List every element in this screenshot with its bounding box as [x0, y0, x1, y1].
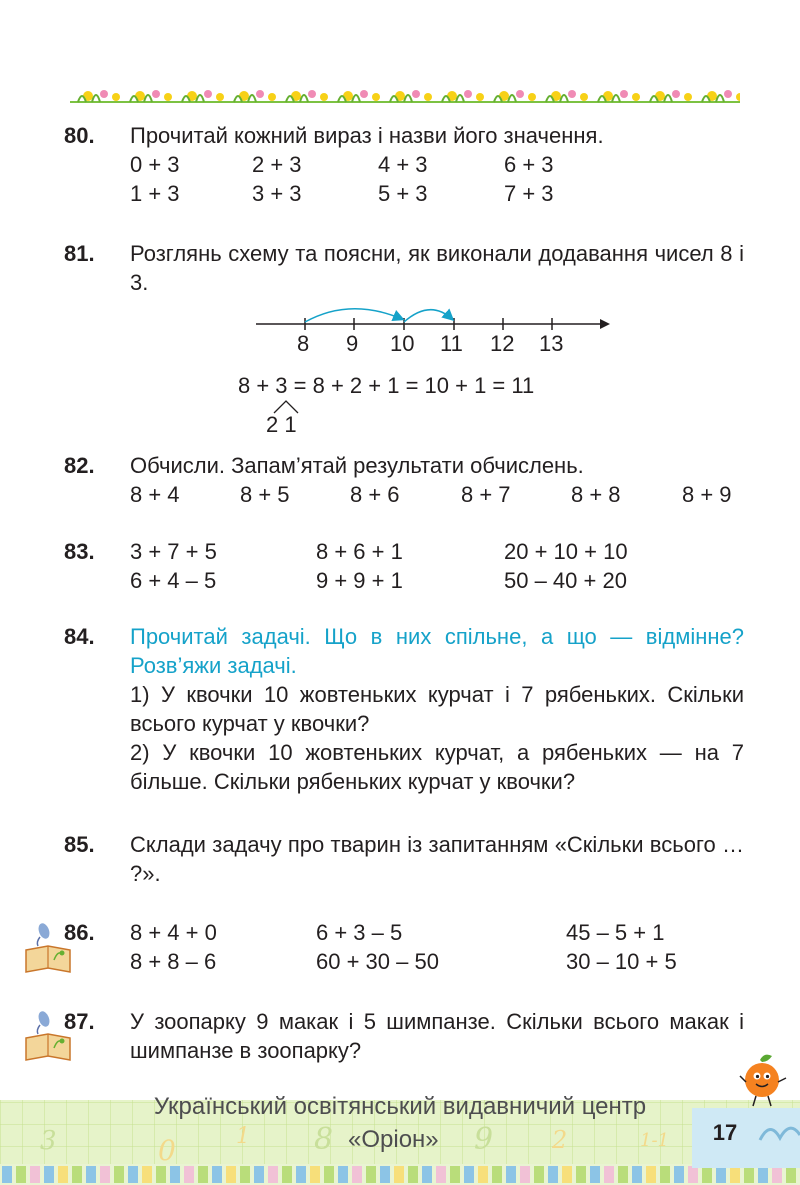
expression: 5 + 3 — [378, 181, 428, 206]
expression: 6 + 3 — [504, 152, 554, 177]
exercise-text: Склади задачу про тварин із запитанням «Скільки всього … ?». — [130, 832, 744, 886]
expression: 30 – 10 + 5 — [566, 949, 677, 974]
expression: 8 + 6 — [350, 482, 400, 507]
expression-row-1 — [130, 918, 744, 947]
publisher-brand: «Оріон» — [348, 1126, 439, 1153]
expression: 8 + 7 — [461, 482, 511, 507]
exercise-text: Прочитай кожний вираз і назви його значення. — [130, 123, 604, 148]
expression: 8 + 6 + 1 — [316, 539, 403, 564]
expression-row-2 — [130, 566, 744, 595]
expression: 50 – 40 + 20 — [504, 568, 627, 593]
expression: 45 – 5 + 1 — [566, 920, 665, 945]
expression-row — [130, 480, 744, 509]
decor-digit: 3 — [40, 1126, 57, 1156]
page-number: 17 — [712, 1120, 738, 1145]
tick-label: 8 — [297, 331, 310, 356]
expression: 9 + 9 + 1 — [316, 568, 403, 593]
task-2: 2) У квочки 10 жовтеньких курчат, а рябеньких — на 7 більше. Скільки рябеньких курчат у квочки? — [130, 740, 744, 794]
exercise-prompt: Прочитай задачі. Що в них спільне, а що — відмінне? Розв’яжи задачі. — [130, 624, 744, 678]
tick-label: 13 — [539, 331, 564, 356]
expression: 20 + 10 + 10 — [504, 539, 628, 564]
decor-digit: 1-1 — [640, 1130, 669, 1151]
decor-digit: 9 — [474, 1122, 494, 1157]
flower-border-decoration — [70, 82, 740, 108]
publisher-name: Український освітянський видавничий центр — [153, 1093, 647, 1120]
expression-row-2 — [130, 179, 744, 208]
exercise-text: Розглянь схему та поясни, як виконали додавання чисел 8 і 3. — [130, 241, 744, 295]
tick-label: 10 — [390, 331, 415, 356]
expression-row-2 — [130, 947, 744, 976]
expression: 6 + 4 – 5 — [130, 568, 217, 593]
expression: 8 + 5 — [240, 482, 290, 507]
exercise-number: 87. — [64, 1009, 95, 1034]
number-split: 2 1 — [266, 412, 297, 437]
expression: 0 + 3 — [130, 152, 180, 177]
expression: 3 + 7 + 5 — [130, 539, 217, 564]
expression: 8 + 8 — [571, 482, 621, 507]
expression-row-1 — [130, 150, 744, 179]
decor-digit: 2 — [552, 1126, 568, 1154]
tick-label: 9 — [346, 331, 359, 356]
exercise-number: 85. — [64, 832, 95, 857]
task-1: 1) У квочки 10 жовтеньких курчат і 7 рябеньких. Скільки всього курчат у квочки? — [130, 682, 744, 736]
exercise-text: У зоопарку 9 макак і 5 шимпанзе. Скільки всього макак і шимпанзе в зоопарку? — [130, 1009, 744, 1063]
expression: 8 + 9 — [682, 482, 732, 507]
tick-label: 12 — [490, 331, 515, 356]
expression: 6 + 3 – 5 — [316, 920, 403, 945]
decor-digit: 1 — [236, 1124, 250, 1149]
equation: 8 + 3 = 8 + 2 + 1 = 10 + 1 = 11 — [238, 373, 535, 398]
expression: 4 + 3 — [378, 152, 428, 177]
exercise-text: Обчисли. Запам’ятай результати обчислень. — [130, 453, 584, 478]
exercise-number: 84. — [64, 624, 95, 649]
decor-digit: 8 — [314, 1122, 334, 1157]
expression-row-1 — [130, 537, 744, 566]
decor-digit: 0 — [158, 1134, 176, 1167]
expression: 8 + 4 + 0 — [130, 920, 217, 945]
exercise-number: 81. — [64, 241, 95, 266]
expression: 1 + 3 — [130, 181, 180, 206]
exercise-number: 80. — [64, 123, 95, 148]
tick-label: 11 — [440, 331, 463, 356]
expression: 2 + 3 — [252, 152, 302, 177]
exercise-number: 86. — [64, 920, 95, 945]
expression: 8 + 4 — [130, 482, 180, 507]
expression: 60 + 30 – 50 — [316, 949, 439, 974]
expression: 8 + 8 – 6 — [130, 949, 217, 974]
expression: 3 + 3 — [252, 181, 302, 206]
expression: 7 + 3 — [504, 181, 554, 206]
exercise-number: 83. — [64, 539, 95, 564]
exercise-number: 82. — [64, 453, 95, 478]
orange-mascot-icon — [738, 1052, 790, 1108]
